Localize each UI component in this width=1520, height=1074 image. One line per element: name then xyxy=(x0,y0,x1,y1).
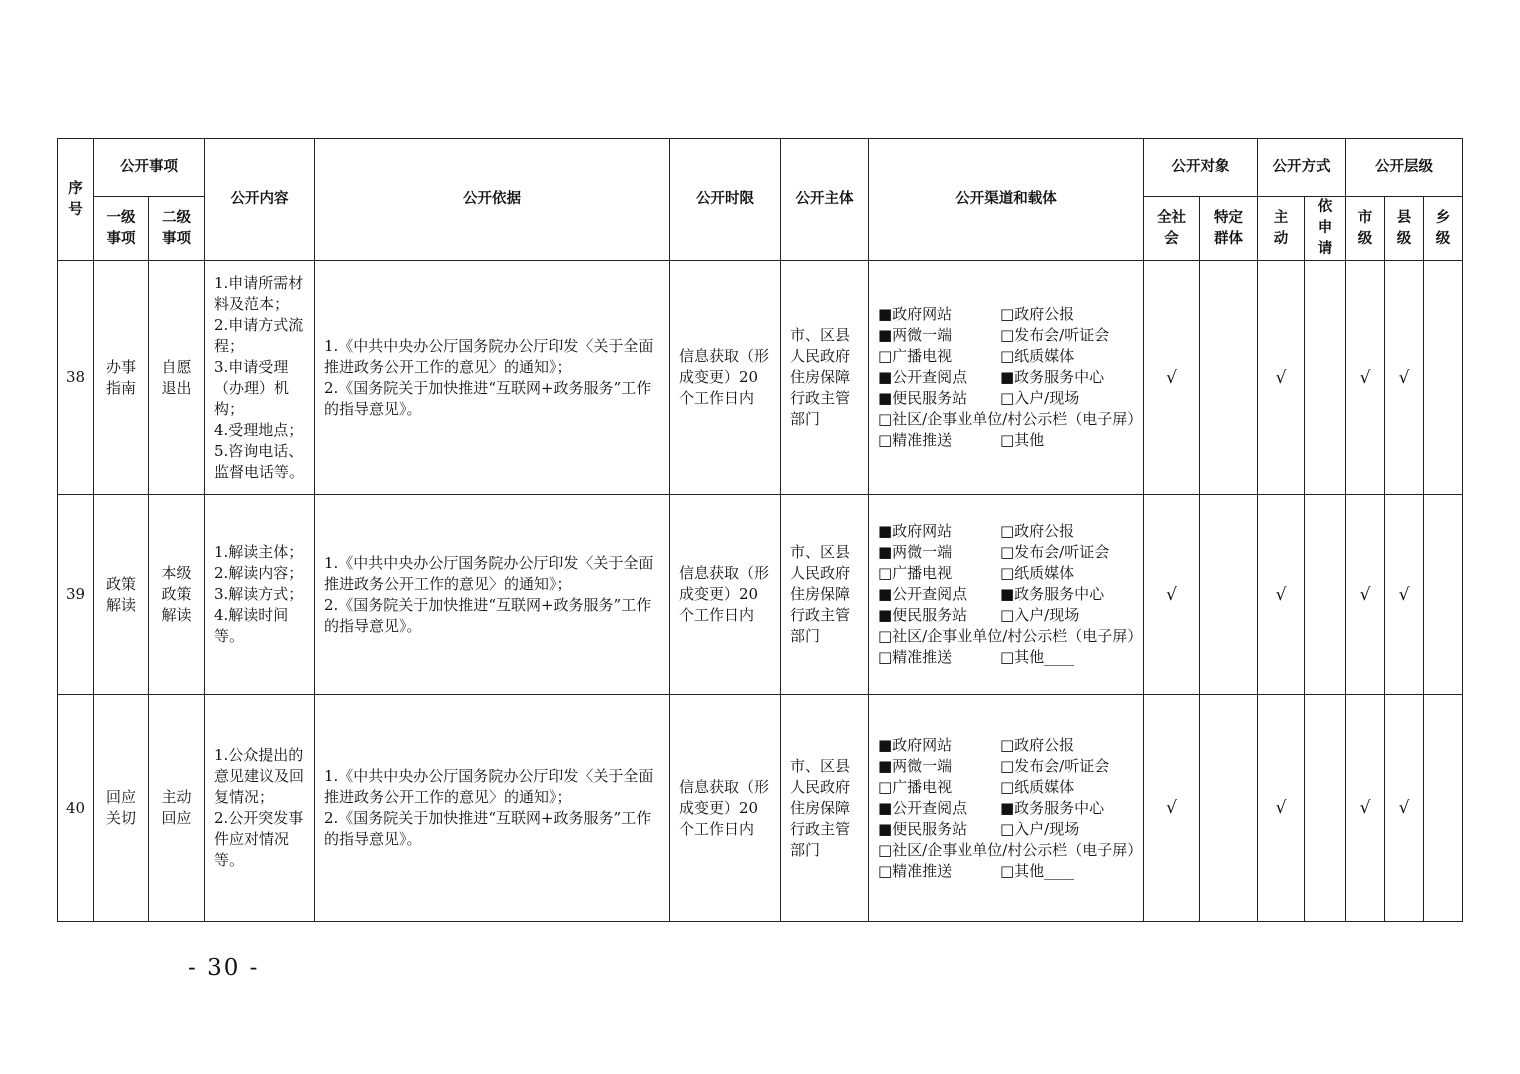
row-level-county xyxy=(1385,495,1424,695)
channel-item: ■公开查阅点 xyxy=(878,798,968,817)
channel-item: ■便民服务站 xyxy=(878,819,968,838)
row-seq xyxy=(58,261,94,495)
check-mark: √ xyxy=(1398,798,1410,818)
page-number: - 30 - xyxy=(188,955,260,981)
row-subject xyxy=(781,495,869,695)
header-level: 公开层级 xyxy=(1346,139,1463,197)
channel-item: □纸质媒体 xyxy=(1000,347,1075,365)
row-basis-text: 1.《中共中央办公厅国务院办公厅印发〈关于全面推进政务公开工作的意见〉的通知》； 2.《国务院关于加快推进“互联网+政务服务”工作的指导意见》。 xyxy=(324,336,654,418)
header-level-county: 县级 xyxy=(1385,197,1424,261)
row-basis-text: 1.《中共中央办公厅国务院办公厅印发〈关于全面推进政务公开工作的意见〉的通知》； 2.《国务院关于加快推进“互联网+政务服务”工作的指导意见》。 xyxy=(324,767,654,848)
header-level-city: 市级 xyxy=(1346,197,1385,261)
row-seq-text: 39 xyxy=(65,585,86,603)
row-level-town xyxy=(1424,261,1463,495)
row-target-all xyxy=(1144,695,1200,922)
channel-list xyxy=(869,521,1143,668)
channel-item: ■两微一端 xyxy=(878,543,953,561)
channel-item: ■政务服务中心 xyxy=(1000,368,1105,386)
row-seq xyxy=(58,495,94,695)
channel-item: □政府公报 xyxy=(1000,305,1075,323)
channel-item: □纸质媒体 xyxy=(1000,777,1075,796)
table-row xyxy=(58,695,1463,922)
channel-item: ■政府网站 xyxy=(878,305,953,323)
channel-list xyxy=(869,735,1143,882)
channel-item: □社区/企事业单位/村公示栏（电子屏） xyxy=(878,410,1143,428)
row-basis-text: 1.《中共中央办公厅国务院办公厅印发〈关于全面推进政务公开工作的意见〉的通知》； 2.《国务院关于加快推进“互联网+政务服务”工作的指导意见》。 xyxy=(324,553,654,635)
row-target-specific xyxy=(1200,261,1258,495)
channel-item: ■政务服务中心 xyxy=(1000,585,1105,603)
row-level-city xyxy=(1346,695,1385,922)
header-level1: 一级事项 xyxy=(94,197,149,261)
row-target-specific xyxy=(1200,495,1258,695)
header-method-active: 主动 xyxy=(1258,197,1305,261)
channel-item: □入户/现场 xyxy=(1000,389,1080,407)
row-level-town xyxy=(1424,695,1463,922)
channel-item: □政府公报 xyxy=(1000,735,1075,754)
row-time-limit-text: 信息获取（形成变更）20个工作日内 xyxy=(679,564,770,624)
check-mark: √ xyxy=(1359,584,1371,605)
channel-item: □广播电视 xyxy=(878,777,953,796)
channel-item: □社区/企事业单位/村公示栏（电子屏） xyxy=(878,840,1143,859)
row-level-city xyxy=(1346,495,1385,695)
channel-item: ■公开查阅点 xyxy=(878,585,968,603)
channel-item: ■便民服务站 xyxy=(878,606,968,624)
channel-item: □其他____ xyxy=(1000,861,1075,880)
channel-item: ■两微一端 xyxy=(878,756,953,775)
row-level-county xyxy=(1385,261,1424,495)
row-level2-text: 自愿退出 xyxy=(161,357,192,397)
channel-item: □政府公报 xyxy=(1000,522,1075,540)
row-seq-text: 38 xyxy=(65,368,86,386)
row-channels xyxy=(869,495,1144,695)
table-row xyxy=(58,261,1463,495)
channel-item: □发布会/听证会 xyxy=(1000,756,1110,775)
row-subject-text: 市、区县人民政府住房保障行政主管部门 xyxy=(790,326,851,428)
channel-item: □精准推送 xyxy=(878,648,953,666)
check-mark: √ xyxy=(1398,584,1410,605)
check-mark: √ xyxy=(1166,798,1177,818)
row-level-city xyxy=(1346,261,1385,495)
row-method-active xyxy=(1258,695,1305,922)
row-subject xyxy=(781,261,869,495)
check-mark: √ xyxy=(1166,367,1177,388)
row-content xyxy=(205,261,315,495)
row-level2-text: 本级政策解读 xyxy=(161,564,192,624)
table-row xyxy=(58,495,1463,695)
channel-item: □其他____ xyxy=(1000,648,1075,666)
row-content-text: 1.公众提出的意见建议及回复情况； 2.公开突发事件应对情况等。 xyxy=(214,746,305,869)
channel-item: □发布会/听证会 xyxy=(1000,543,1110,561)
disclosure-table xyxy=(57,138,1463,922)
header-target: 公开对象 xyxy=(1144,139,1258,197)
header-level2: 二级事项 xyxy=(149,197,205,261)
channel-item: ■便民服务站 xyxy=(878,389,968,407)
check-mark: √ xyxy=(1359,367,1371,388)
row-method-active xyxy=(1258,261,1305,495)
header-level-town: 乡级 xyxy=(1424,197,1463,261)
row-method-apply xyxy=(1305,695,1346,922)
check-mark: √ xyxy=(1275,798,1287,818)
header-channels: 公开渠道和载体 xyxy=(869,139,1144,261)
row-content-text: 1.申请所需材料及范本； 2.申请方式流程； 3.申请受理（办理）机构； 4.受理地点； 5.咨询电话、监督电话等。 xyxy=(214,273,305,481)
channel-list xyxy=(869,304,1143,451)
check-mark: √ xyxy=(1398,367,1410,388)
header-basis: 公开依据 xyxy=(315,139,670,261)
row-level2-text: 主动回应 xyxy=(161,788,192,827)
channel-item: ■公开查阅点 xyxy=(878,368,968,386)
header-time-limit: 公开时限 xyxy=(670,139,781,261)
channel-item: ■政府网站 xyxy=(878,735,953,754)
header-method-apply: 依申请 xyxy=(1305,197,1346,261)
row-level1 xyxy=(94,695,149,922)
channel-item: □入户/现场 xyxy=(1000,819,1080,838)
channel-item: ■政府网站 xyxy=(878,522,953,540)
channel-item: □精准推送 xyxy=(878,861,953,880)
header-subject: 公开主体 xyxy=(781,139,869,261)
channel-item: □入户/现场 xyxy=(1000,606,1080,624)
row-seq-text: 40 xyxy=(65,798,86,817)
header-items: 公开事项 xyxy=(94,139,205,197)
row-subject-text: 市、区县人民政府住房保障行政主管部门 xyxy=(790,543,851,645)
channel-item: □精准推送 xyxy=(878,431,953,449)
check-mark: √ xyxy=(1275,584,1287,605)
header-method: 公开方式 xyxy=(1258,139,1346,197)
row-channels xyxy=(869,695,1144,922)
row-basis xyxy=(315,695,670,922)
row-level1 xyxy=(94,261,149,495)
row-level2 xyxy=(149,695,205,922)
row-level-town xyxy=(1424,495,1463,695)
row-method-active xyxy=(1258,495,1305,695)
header-target-specific: 特定群体 xyxy=(1200,197,1258,261)
header-target-all: 全社会 xyxy=(1144,197,1200,261)
header-content: 公开内容 xyxy=(205,139,315,261)
row-subject-text: 市、区县人民政府住房保障行政主管部门 xyxy=(790,756,851,859)
row-target-specific xyxy=(1200,695,1258,922)
row-level1-text: 政策解读 xyxy=(105,574,136,614)
row-target-all xyxy=(1144,261,1200,495)
channel-item: ■两微一端 xyxy=(878,326,953,344)
row-level2 xyxy=(149,495,205,695)
row-basis xyxy=(315,495,670,695)
row-time-limit xyxy=(670,695,781,922)
row-time-limit-text: 信息获取（形成变更）20个工作日内 xyxy=(679,777,770,838)
row-time-limit xyxy=(670,261,781,495)
channel-item: □发布会/听证会 xyxy=(1000,326,1110,344)
row-content-text: 1.解读主体； 2.解读内容； 3.解读方式； 4.解读时间等。 xyxy=(214,543,304,645)
channel-item: □广播电视 xyxy=(878,564,953,582)
row-method-apply xyxy=(1305,495,1346,695)
channel-item: □其他 xyxy=(1000,431,1045,449)
row-subject xyxy=(781,695,869,922)
channel-item: □广播电视 xyxy=(878,347,953,365)
row-level-county xyxy=(1385,695,1424,922)
row-time-limit-text: 信息获取（形成变更）20个工作日内 xyxy=(679,347,770,407)
check-mark: √ xyxy=(1166,584,1177,605)
row-seq xyxy=(58,695,94,922)
header-seq: 序号 xyxy=(58,139,94,261)
row-level2 xyxy=(149,261,205,495)
row-method-apply xyxy=(1305,261,1346,495)
channel-item: □纸质媒体 xyxy=(1000,564,1075,582)
row-channels xyxy=(869,261,1144,495)
channel-item: ■政务服务中心 xyxy=(1000,798,1105,817)
check-mark: √ xyxy=(1275,367,1287,388)
check-mark: √ xyxy=(1359,798,1371,818)
row-basis xyxy=(315,261,670,495)
row-level1-text: 回应关切 xyxy=(105,788,136,827)
row-content xyxy=(205,695,315,922)
row-target-all xyxy=(1144,495,1200,695)
row-level1 xyxy=(94,495,149,695)
row-time-limit xyxy=(670,495,781,695)
row-level1-text: 办事指南 xyxy=(105,357,136,397)
row-content xyxy=(205,495,315,695)
channel-item: □社区/企事业单位/村公示栏（电子屏） xyxy=(878,627,1143,645)
